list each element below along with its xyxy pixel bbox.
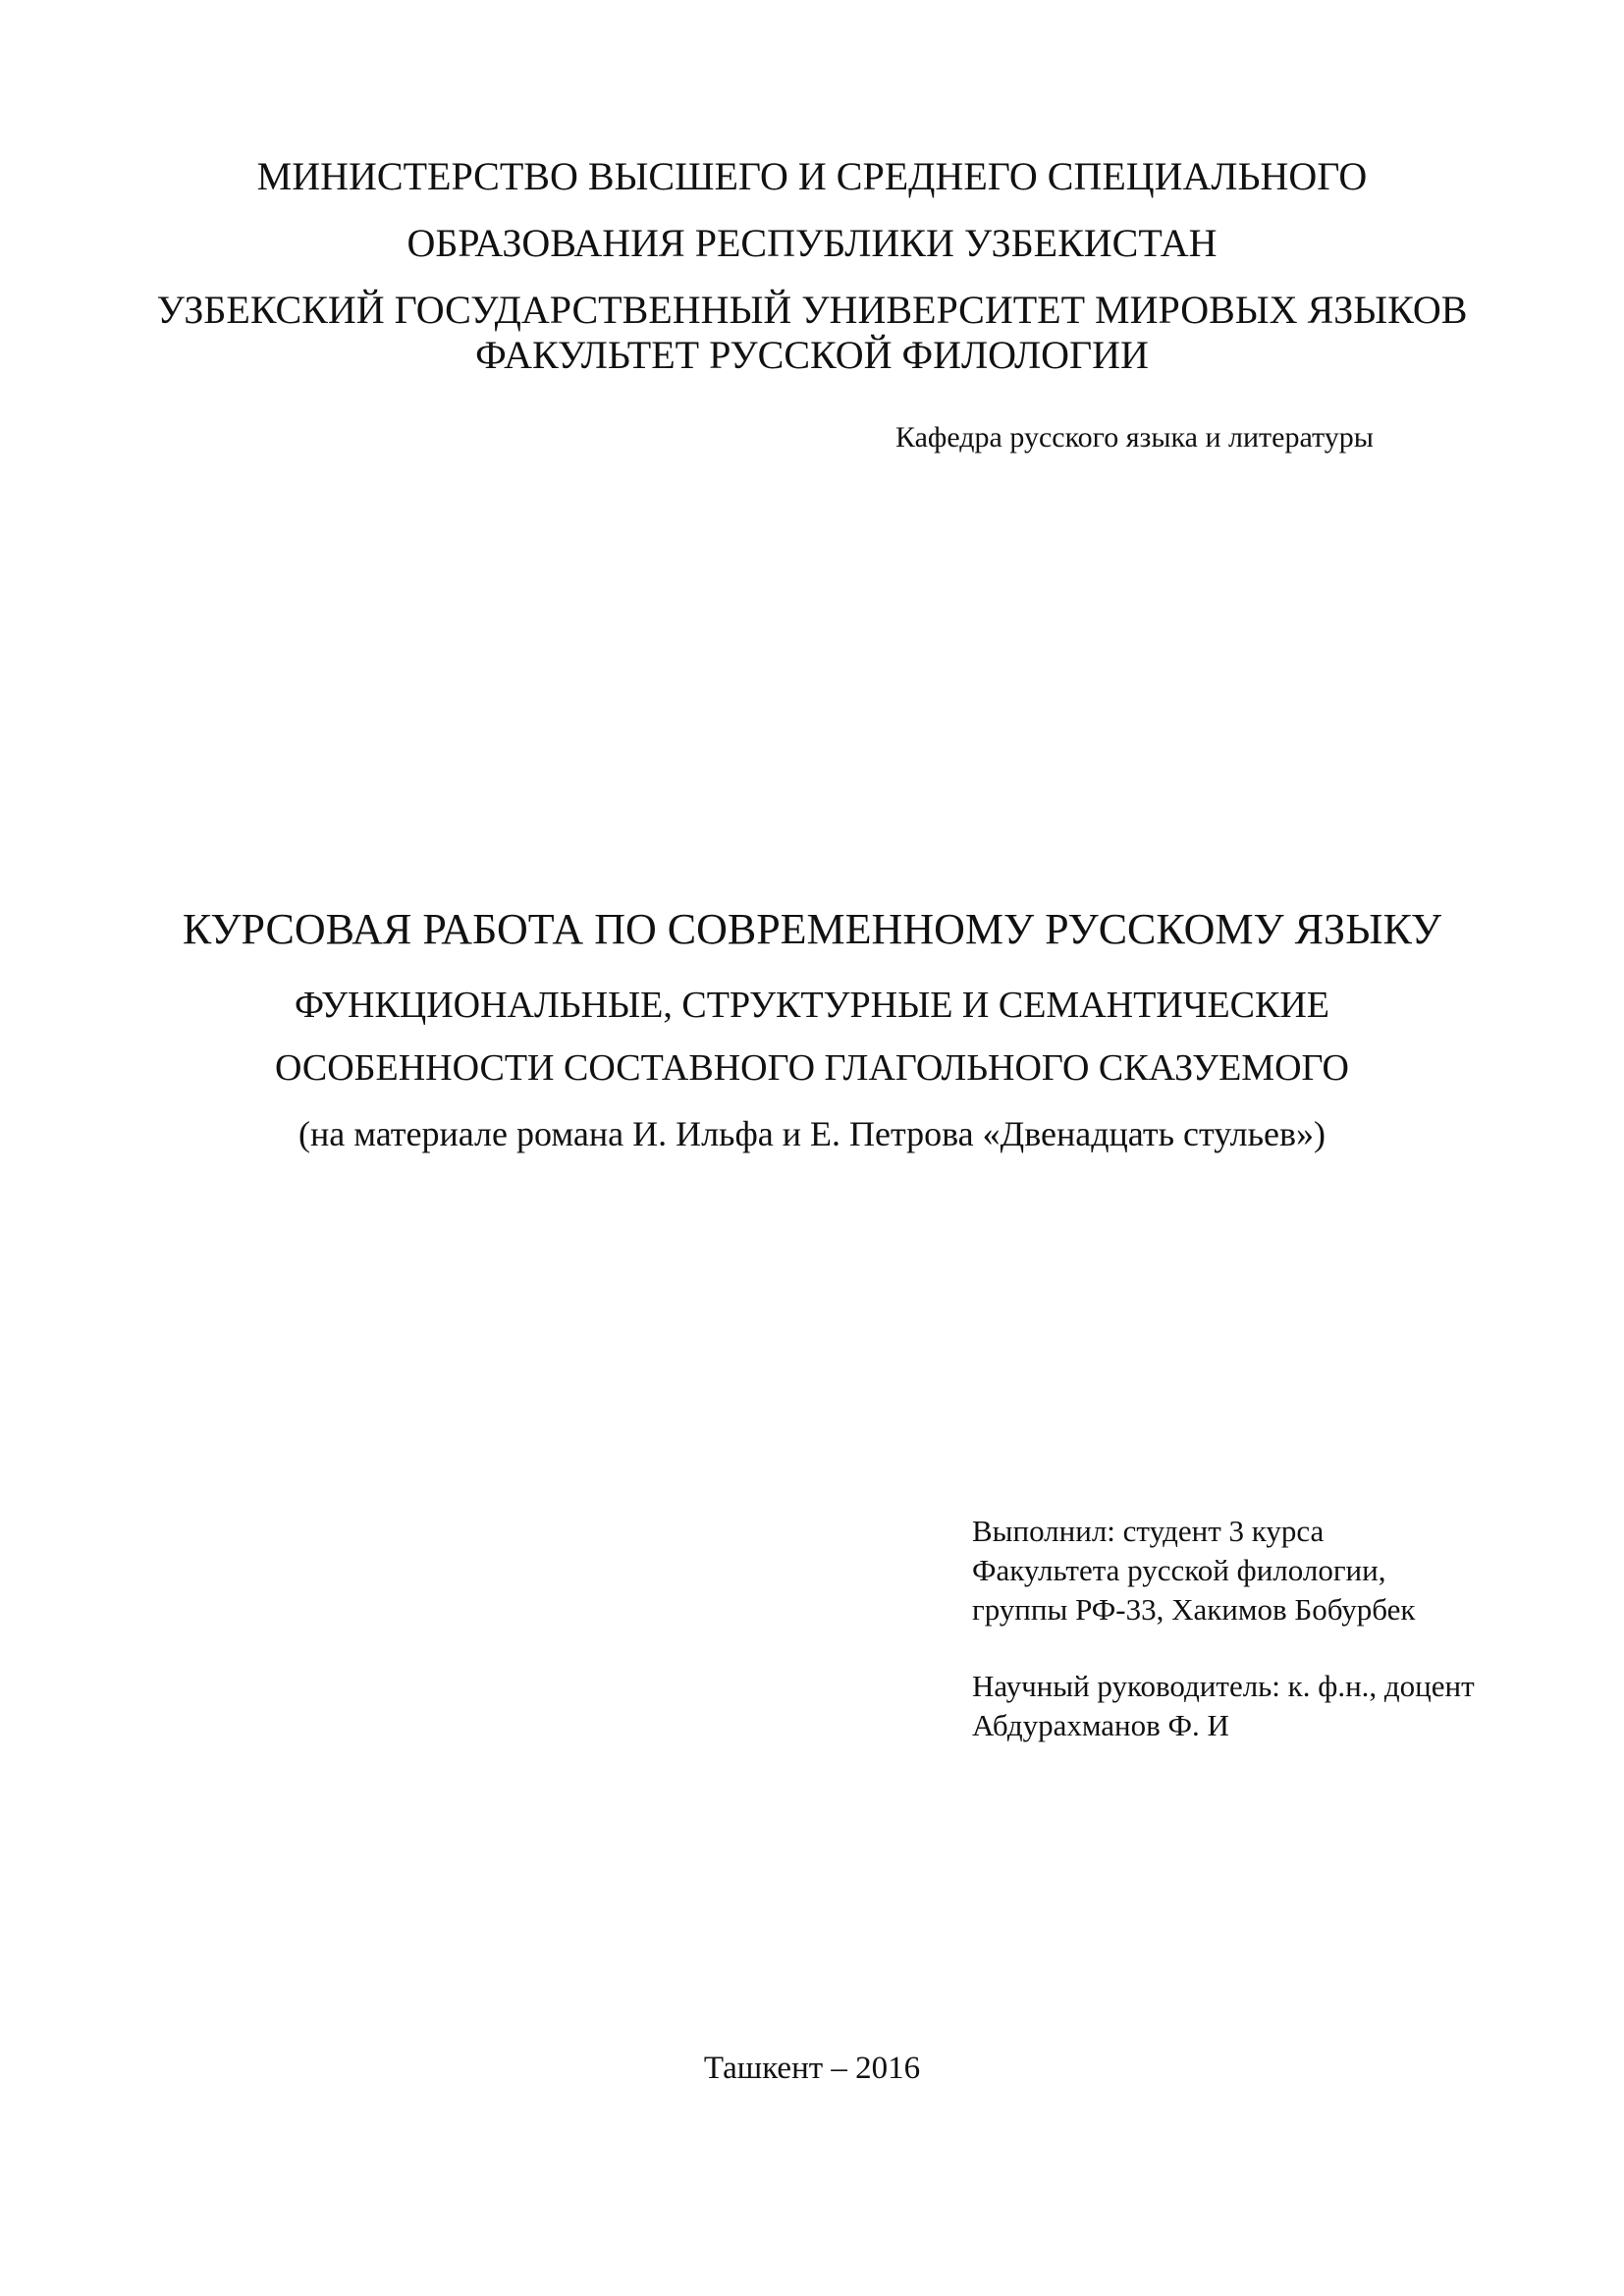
author-line-2: Факультета русской филологии,	[972, 1553, 1386, 1587]
work-type-title: КУРСОВАЯ РАБОТА ПО СОВРЕМЕННОМУ РУССКОМУ ЯЗЫКУ	[182, 905, 1442, 953]
author-line-1: Выполнил: студент 3 курса	[972, 1514, 1325, 1548]
author-line-3: группы РФ-33, Хакимов Бобурбек	[972, 1592, 1416, 1627]
supervisor-line-1: Научный руководитель: к. ф.н., доцент	[972, 1669, 1475, 1703]
supervisor-line-2: Абдурахманов Ф. И	[972, 1708, 1229, 1742]
ministry-line-1: МИНИСТЕРСТВО ВЫСШЕГО И СРЕДНЕГО СПЕЦИАЛЬНОГО	[256, 154, 1368, 198]
ministry-line-2: ОБРАЗОВАНИЯ РЕСПУБЛИКИ УЗБЕКИСТАН	[406, 221, 1218, 265]
university-name: УЗБЕКСКИЙ ГОСУДАРСТВЕННЫЙ УНИВЕРСИТЕТ МИРОВЫХ ЯЗЫКОВ	[156, 288, 1468, 332]
city-year: Ташкент – 2016	[703, 2051, 921, 2086]
department-name: Кафедра русского языка и литературы	[895, 421, 1374, 454]
material-note: (на материале романа И. Ильфа и Е. Петрова «Двенадцать стульев»)	[298, 1114, 1326, 1153]
topic-line-1: ФУНКЦИОНАЛЬНЫЕ, СТРУКТУРНЫЕ И СЕМАНТИЧЕСКИЕ	[294, 985, 1330, 1026]
faculty-name: ФАКУЛЬТЕТ РУССКОЙ ФИЛОЛОГИИ	[475, 333, 1149, 377]
topic-line-2: ОСОБЕННОСТИ СОСТАВНОГО ГЛАГОЛЬНОГО СКАЗУЕМОГО	[274, 1047, 1349, 1089]
